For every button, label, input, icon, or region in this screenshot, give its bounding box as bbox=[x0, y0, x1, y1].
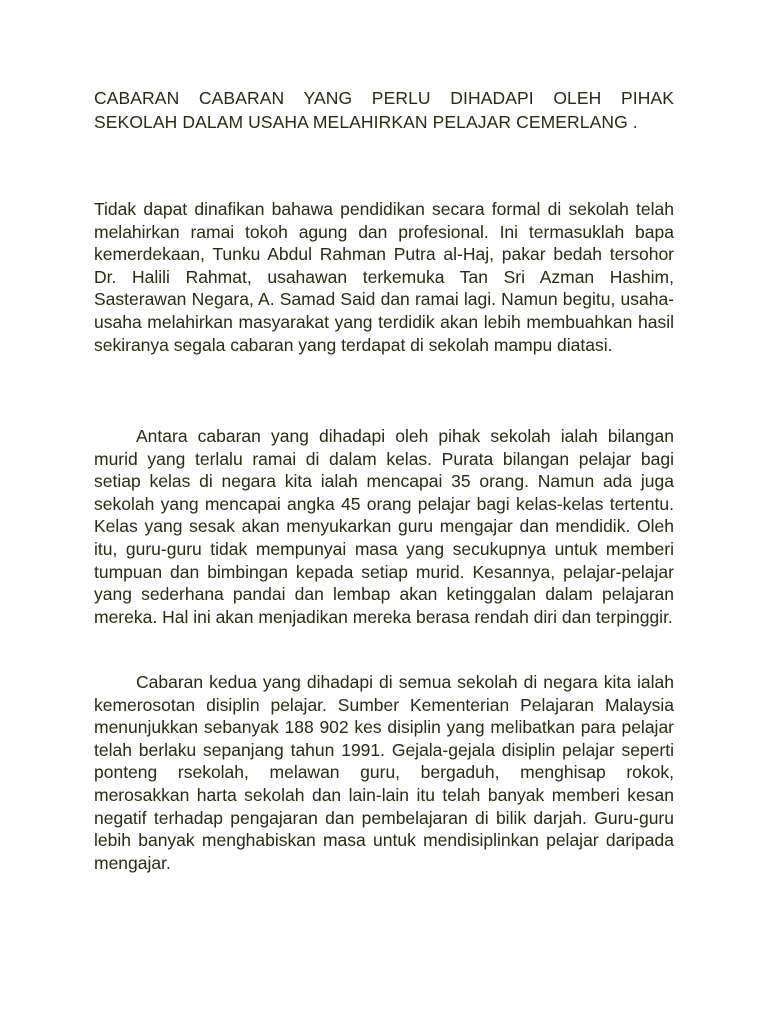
paragraph-discipline: Cabaran kedua yang dihadapi di semua sekolah di negara kita ialah kemerosotan disiplin pelajar. Sumber Kementerian Pelajaran Malaysia menunjukkan sebanyak 188 902 kes disiplin yang melibatkan para pelajar telah berlaku sepanjang tahun 1991. Gejala-gejala disiplin pelajar seperti ponteng rsekolah, melawan guru, bergaduh, menghisap rokok, merosakkan harta sekolah dan lain-lain itu telah banyak memberi kesan negatif terhadap pengajaran dan pembelajaran di bilik darjah. Guru-guru lebih banyak menghabiskan masa untuk mendisiplinkan pelajar daripada mengajar. bbox=[94, 672, 674, 873]
document-title: CABARAN CABARAN YANG PERLU DIHADAPI OLEH PIHAK SEKOLAH DALAM USAHA MELAHIRKAN PELAJAR CEMERLANG . bbox=[94, 88, 674, 132]
paragraph-class-size: Antara cabaran yang dihadapi oleh pihak sekolah ialah bilangan murid yang terlalu ramai di dalam kelas. Purata bilangan pelajar bagi setiap kelas di negara kita ialah mencapai 35 orang. Namun ada juga sekolah yang mencapai angka 45 orang pelajar bagi kelas-kelas tertentu. Kelas yang sesak akan menyukarkan guru mengajar dan mendidik. Oleh itu, guru-guru tidak mempunyai masa yang secukupnya untuk memberi tumpuan dan bimbingan kepada setiap murid. Kesannya, pelajar-pelajar yang sederhana pandai dan lembap akan ketinggalan dalam pelajaran mereka. Hal ini akan menjadikan mereka berasa rendah diri dan terpinggir. bbox=[94, 426, 674, 627]
paragraph-introduction: Tidak dapat dinafikan bahawa pendidikan secara formal di sekolah telah melahirkan ramai tokoh agung dan profesional. Ini termasuklah bapa kemerdekaan, Tunku Abdul Rahman Putra al-Haj, pakar bedah tersohor Dr. Halili Rahmat, usahawan terkemuka Tan Sri Azman Hashim, Sasterawan Negara, A. Samad Said dan ramai lagi. Namun begitu, usaha-usaha melahirkan masyarakat yang terdidik akan lebih membuahkan hasil sekiranya segala cabaran yang terdapat di sekolah mampu diatasi. bbox=[94, 199, 674, 355]
